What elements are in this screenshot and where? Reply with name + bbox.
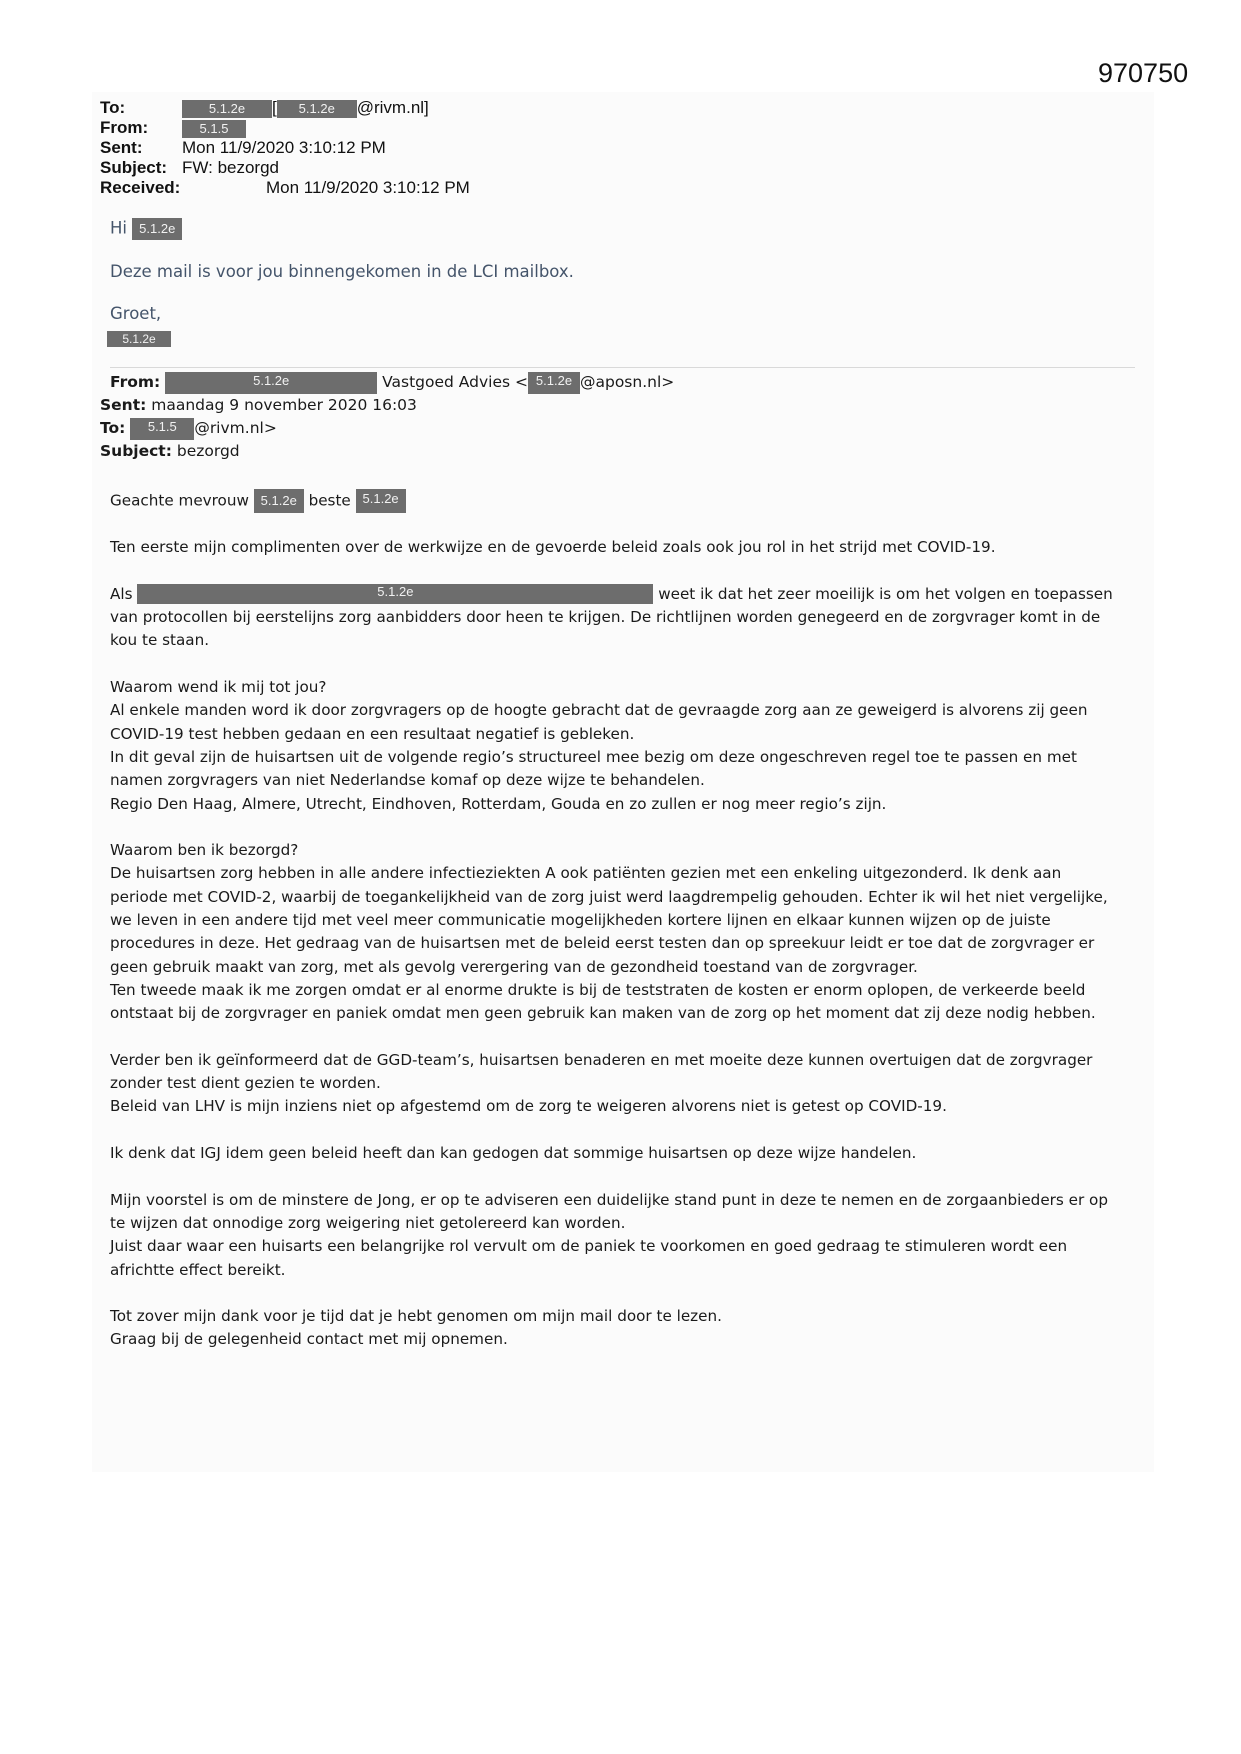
paragraph-line: [110, 583, 1140, 606]
paragraph-line: procedures in deze. Het gedraag van de huisartsen met de beleid eerst testen dan op spreekuur leidt er toe dat de zorgvrager er: [110, 934, 1095, 953]
separator-line: [110, 367, 1135, 368]
intro-line: Deze mail is voor jou binnengekomen in de LCI mailbox.: [110, 262, 574, 281]
paragraph-4: [110, 839, 1140, 1025]
fwd-from-domain: @aposn.nl>: [579, 373, 675, 391]
p2-pre: Als: [110, 584, 133, 603]
redaction-box: 5.1.2e: [137, 584, 653, 604]
paragraph-line: periode met COVID-2, waarbij de toegankelijkheid van de zorg juist werd laagdrempelig gehouden. Echter ik wil het niet vergelijke,: [110, 887, 1108, 906]
to-domain: @rivm.nl]: [356, 98, 429, 117]
from-value: [182, 118, 246, 138]
fwd-to-domain: @rivm.nl>: [194, 419, 277, 437]
to-bracket: [: [272, 98, 277, 117]
to-value: [182, 98, 429, 118]
redaction-box: 5.1.5: [182, 120, 246, 138]
hi-text: Hi: [110, 218, 127, 238]
paragraph-line: Ten tweede maak ik me zorgen omdat er al enorme drukte is bij de teststraten de kosten er enorm oplopen, de verkeerde beeld: [110, 980, 1086, 999]
paragraph-line: zonder test dient gezien te worden.: [110, 1074, 381, 1093]
paragraph-line: Ik denk dat IGJ idem geen beleid heeft dan kan gedogen dat sommige huisartsen op deze wijze handelen.: [110, 1144, 917, 1163]
paragraph-line: namen zorgvragers van niet Nederlandse komaf op deze wijze te behandelen.: [110, 771, 705, 790]
received-value: Mon 11/9/2020 3:10:12 PM: [266, 178, 470, 197]
paragraph-line: Juist daar waar een huisarts een belangrijke rol vervult om de paniek te voorkomen en goed gedraag te stimuleren wordt een: [110, 1237, 1068, 1256]
fwd-subject-row: [100, 440, 664, 463]
paragraph-3: [110, 676, 1140, 816]
fwd-sent-value: maandag 9 november 2020 16:03: [151, 396, 417, 414]
greeting: Groet,: [110, 304, 162, 323]
received-label: Received:: [100, 178, 181, 197]
signature: [107, 328, 171, 347]
paragraph-1: [110, 536, 1140, 559]
document-number: 970750: [1098, 58, 1189, 88]
fwd-from-row: [110, 371, 674, 394]
salutation-text: Geachte mevrouw: [110, 491, 249, 510]
fwd-subject-value: bezorgd: [176, 442, 240, 460]
paragraph-6: [110, 1142, 1140, 1165]
redaction-box: 5.1.2e: [356, 489, 406, 513]
paragraph-line: te wijzen dat onnodige zorg weigering niet getolereerd kan worden.: [110, 1213, 626, 1232]
fwd-sent-label: Sent:: [100, 396, 147, 414]
paragraph-line: Mijn voorstel is om de minstere de Jong, er op te adviseren een duidelijke stand punt in deze te nemen en de zorgaanbieders er op: [110, 1190, 1108, 1209]
paragraph-5: [110, 1049, 1140, 1119]
redaction-box: 5.1.2e: [277, 100, 357, 118]
paragraph-line: COVID-19 test hebben gedaan en een resultaat negatief is gebleken.: [110, 724, 635, 743]
p2-post: weet ik dat het zeer moeilijk is om het volgen en toepassen: [658, 584, 1113, 603]
from-label: From:: [100, 118, 149, 137]
paragraph-line: van protocollen bij eerstelijns zorg aanbidders door heen te krijgen. De richtlijnen worden genegeerd en de zorgvrager komt in de: [110, 608, 1101, 627]
paragraph-line: Ten eerste mijn complimenten over de werkwijze en de gevoerde beleid zoals ook jou rol in het strijd met COVID-19.: [110, 538, 996, 557]
subject-value: FW: bezorgd: [182, 158, 280, 177]
paragraph-2: [110, 583, 1140, 653]
paragraph-line: Regio Den Haag, Almere, Utrecht, Eindhoven, Rotterdam, Gouda en zo zullen er nog meer regio’s zijn.: [110, 794, 887, 813]
paragraph-line: we leven in een andere tijd met veel meer communicatie mogelijkheden kortere lijnen en elkaar kunnen wijzen op de juiste: [110, 911, 1051, 930]
subject-label: Subject:: [100, 158, 168, 177]
paragraph-7: [110, 1189, 1140, 1282]
paragraph-line: In dit geval zijn de huisartsen uit de volgende regio’s structureel mee bezig om deze ongeschreven regel toe te passen en met: [110, 747, 1077, 766]
salutation-mid: beste: [308, 491, 351, 510]
fwd-from-label: From:: [110, 373, 161, 391]
redaction-box: 5.1.2e: [182, 100, 272, 118]
sent-label: Sent:: [100, 138, 143, 157]
paragraph-8: [110, 1305, 1140, 1352]
fwd-from-name: Vastgoed Advies <: [382, 373, 528, 391]
paragraph-line: Beleid van LHV is mijn inziens niet op afgestemd om de zorg te weigeren alvorens niet is getest op COVID-19.: [110, 1097, 947, 1116]
paragraph-line: Al enkele manden word ik door zorgvragers op de hoogte gebracht dat de gevraagde zorg aan ze geweigerd is alvorens zij geen: [110, 701, 1088, 720]
fwd-sent-row: [100, 394, 664, 417]
fwd-to-row: [100, 417, 664, 440]
paragraph-line: De huisartsen zorg hebben in alle andere infectieziekten A ook patiënten gezien met een enkeling uitgezonderd. Ik denk aan: [110, 864, 1062, 883]
fwd-subject-label: Subject:: [100, 442, 172, 460]
to-label: To:: [100, 98, 126, 117]
redaction-box: 5.1.2e: [132, 218, 182, 240]
paragraph-line: geen gebruik maakt van zorg, met als gevolg verergering van de gezondheid toestand van de zorgvrager.: [110, 957, 918, 976]
redaction-box: 5.1.2e: [165, 372, 377, 394]
paragraph-line: Waarom ben ik bezorgd?: [110, 841, 299, 860]
redaction-box: 5.1.2e: [528, 372, 580, 394]
paragraph-line: ontstaat bij de zorgvrager en paniek omdat men geen gebruik kan maken van de zorg op het moment dat zij deze nodig hebben.: [110, 1004, 1096, 1023]
redaction-box: 5.1.2e: [107, 331, 171, 347]
redaction-box: 5.1.5: [130, 418, 194, 440]
letter-body: [110, 489, 1140, 1375]
paragraph-line: africhtte effect bereikt.: [110, 1260, 286, 1279]
paragraph-line: Verder ben ik geïnformeerd dat de GGD-team’s, huisartsen benaderen en met moeite deze kunnen overtuigen dat de zorgvrager: [110, 1050, 1093, 1069]
fwd-to-label: To:: [100, 419, 126, 437]
forwarded-header: [100, 371, 675, 463]
paragraph-line: kou te staan.: [110, 631, 210, 650]
redaction-box: 5.1.2e: [254, 489, 304, 513]
paragraph-line: Waarom wend ik mij tot jou?: [110, 678, 327, 697]
paragraph-line: Tot zover mijn dank voor je tijd dat je hebt genomen om mijn mail door te lezen.: [110, 1307, 722, 1326]
paragraph-line: Graag bij de gelegenheid contact met mij opnemen.: [110, 1330, 508, 1349]
sent-value: Mon 11/9/2020 3:10:12 PM: [182, 138, 386, 157]
hi-line: [110, 218, 182, 240]
salutation: [110, 489, 1140, 513]
